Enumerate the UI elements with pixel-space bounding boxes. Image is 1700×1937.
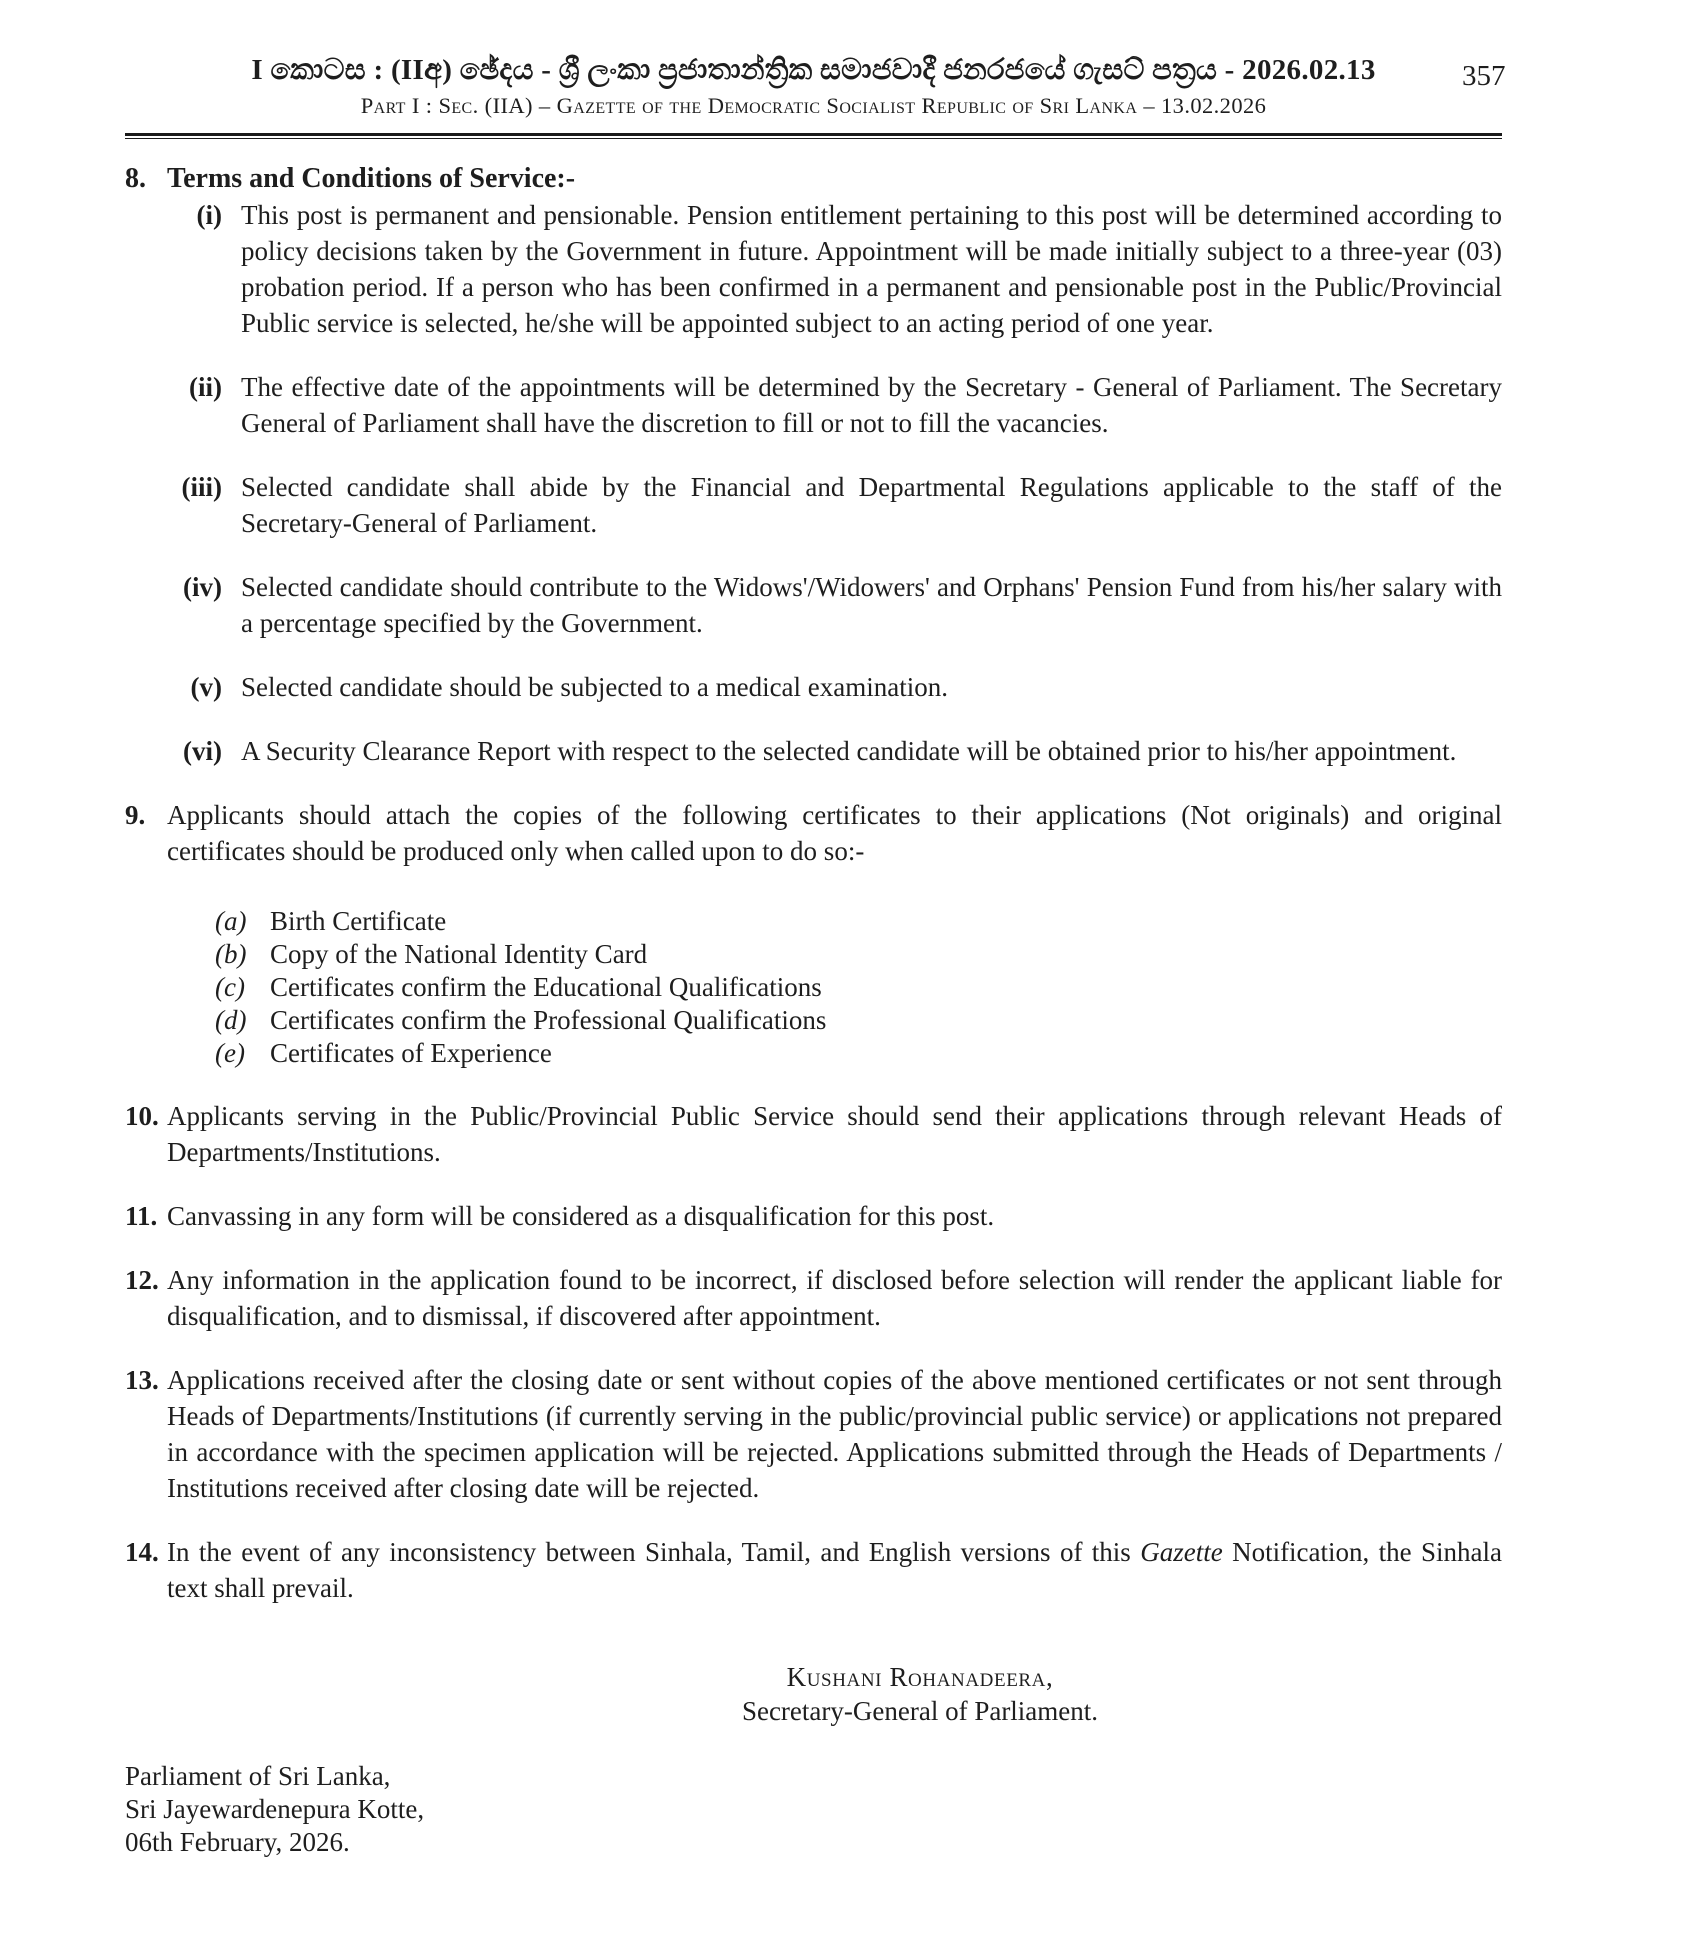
term-item-ii <box>125 369 1502 441</box>
item-text-after: Notification, the Sinhala text shall prevail. <box>167 1537 1503 1603</box>
certificate-text: Certificates of Experience <box>270 1038 552 1068</box>
term-text: This post is permanent and pensionable. Pension entitlement pertaining to this post will be determined according to policy decisions taken by the Government in future. Appointment will be made initially subject to a three-year (03) probation period. If a person who has been confirmed in a permanent and pensionable post in the Public/Provincial Public service is selected, he/she will be appointed subject to an acting period of one year. <box>241 200 1502 338</box>
page-content <box>125 0 1502 1859</box>
certificate-item <box>215 938 1502 971</box>
certificate-item <box>215 905 1502 938</box>
numbered-item-9 <box>125 797 1502 869</box>
item-number: 13. <box>125 1365 159 1395</box>
page-number: 357 <box>1462 60 1506 92</box>
header-rule <box>125 133 1502 139</box>
certificate-text: Certificates confirm the Educational Qualifications <box>270 972 822 1002</box>
gazette-italic-word: Gazette <box>1140 1537 1223 1567</box>
term-item-vi <box>125 733 1502 769</box>
term-item-i <box>125 197 1502 341</box>
section-8-heading <box>125 161 1502 197</box>
certificate-list <box>215 905 1502 1070</box>
item-number: 14. <box>125 1537 159 1567</box>
footer-address <box>125 1760 1502 1859</box>
term-item-v <box>125 669 1502 705</box>
term-text: Selected candidate should contribute to the Widows'/Widowers' and Orphans' Pension Fund from his/her salary with a percentage specified by the Government. <box>241 572 1502 638</box>
certificate-item <box>215 1037 1502 1070</box>
term-text: A Security Clearance Report with respect to the selected candidate will be obtained prior to his/her appointment. <box>241 736 1457 766</box>
term-label: (ii) <box>189 372 222 402</box>
section-number: 8. <box>125 163 146 194</box>
certificate-label: (c) <box>215 972 245 1002</box>
certificate-label: (b) <box>215 939 247 969</box>
certificate-label: (e) <box>215 1038 245 1068</box>
item-number: 12. <box>125 1265 159 1295</box>
numbered-item-13 <box>125 1362 1502 1506</box>
item-text-before: In the event of any inconsistency between Sinhala, Tamil, and English versions of this <box>167 1537 1141 1567</box>
item-text: Applicants should attach the copies of the following certificates to their applications (Not originals) and original certificates should be produced only when called upon to do so:- <box>167 800 1502 866</box>
section-title: Terms and Conditions of Service:- <box>167 163 576 194</box>
signature-title: Secretary-General of Parliament. <box>741 1696 1099 1726</box>
term-label: (iii) <box>181 472 222 502</box>
header-english-title: Part I : Sec. (IIA) – Gazette of the Democratic Socialist Republic of Sri Lanka – 13.02.2026 <box>360 93 1267 118</box>
numbered-item-12 <box>125 1262 1502 1334</box>
term-label: (i) <box>196 200 222 230</box>
certificate-text: Certificates confirm the Professional Qualifications <box>270 1005 827 1035</box>
page-header <box>125 0 1502 139</box>
item-text: Any information in the application found to be incorrect, if disclosed before selection will render the applicant liable for disqualification, and to dismissal, if discovered after appointment. <box>167 1265 1502 1331</box>
signature-block <box>600 1661 1240 1728</box>
certificate-label: (d) <box>215 1005 247 1035</box>
certificate-text: Copy of the National Identity Card <box>270 939 648 969</box>
term-text: Selected candidate shall abide by the Financial and Departmental Regulations applicable to the staff of the Secretary-General of Parliament. <box>241 472 1502 538</box>
term-text: The effective date of the appointments will be determined by the Secretary - General of Parliament. The Secretary General of Parliament shall have the discretion to fill or not to fill the vacancies. <box>241 372 1502 438</box>
item-number: 11. <box>125 1201 158 1231</box>
address-line-1: Parliament of Sri Lanka, <box>125 1761 391 1791</box>
item-number: 10. <box>125 1101 159 1131</box>
term-label: (iv) <box>183 572 222 602</box>
term-item-iv <box>125 569 1502 641</box>
address-line-2: Sri Jayewardenepura Kotte, <box>125 1794 425 1824</box>
item-text: Canvassing in any form will be considered as a disqualification for this post. <box>167 1201 995 1231</box>
header-sinhala-title: I කොටස : (IIඅ) ඡේදය - ශ්‍රී ලංකා ප්‍රජාතාන්ත්‍රික සමාජවාදී ජනරජයේ ගැසට් පත්‍රය - 2026.02.13 <box>251 54 1376 86</box>
address-line-3: 06th February, 2026. <box>125 1827 350 1857</box>
certificate-label: (a) <box>215 906 247 936</box>
item-number: 9. <box>125 800 146 830</box>
term-item-iii <box>125 469 1502 541</box>
certificate-item <box>215 1004 1502 1037</box>
numbered-item-14 <box>125 1534 1502 1606</box>
numbered-item-10 <box>125 1098 1502 1170</box>
certificate-text: Birth Certificate <box>270 906 447 936</box>
term-label: (vi) <box>183 736 222 766</box>
term-text: Selected candidate should be subjected to a medical examination. <box>241 672 948 702</box>
certificate-item <box>215 971 1502 1004</box>
item-text <box>167 1534 1502 1606</box>
item-text: Applicants serving in the Public/Provincial Public Service should send their applications through relevant Heads of Departments/Institutions. <box>167 1101 1502 1167</box>
term-label: (v) <box>190 672 222 702</box>
numbered-item-11 <box>125 1198 1502 1234</box>
signature-name: Kushani Rohanadeera, <box>786 1662 1054 1692</box>
item-text: Applications received after the closing date or sent without copies of the above mentioned certificates or not sent through Heads of Departments/Institutions (if currently serving in the public/provincial public service) or applications not prepared in accordance with the specimen application will be rejected. Applications submitted through the Heads of Departments / Institutions received after closing date will be rejected. <box>167 1365 1502 1503</box>
